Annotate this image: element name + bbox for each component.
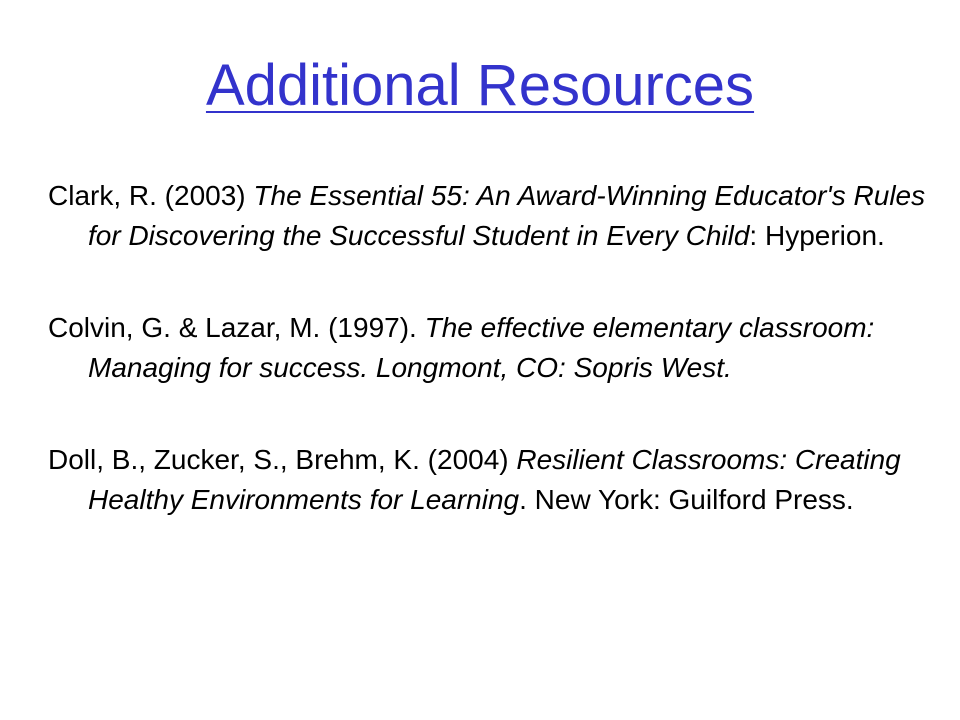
reference-authors: Clark, R. (2003) (48, 180, 254, 211)
reference-book-title: The Essential 55: An Award-Winning Educator's Rules for Discovering the Successful Student in Every Child (88, 180, 926, 251)
reference-publisher: : Hyperion. (749, 220, 885, 251)
reference-list (48, 176, 928, 520)
reference-authors: Colvin, G. & Lazar, M. (1997). (48, 312, 425, 343)
reference-doll (48, 440, 928, 520)
reference-publisher: . New York: Guilford Press. (519, 484, 854, 515)
slide-title (0, 46, 960, 126)
reference-authors: Doll, B., Zucker, S., Brehm, K. (2004) (48, 444, 517, 475)
reference-book-title: The effective elementary classroom: Managing for success. Longmont, CO: Sopris West. (88, 312, 875, 383)
reference-colvin (48, 308, 928, 388)
reference-book-title: Resilient Classrooms: Creating Healthy Environments for Learning (88, 444, 901, 515)
title-link[interactable]: Additional Resources (205, 53, 755, 118)
reference-clark (48, 176, 928, 256)
